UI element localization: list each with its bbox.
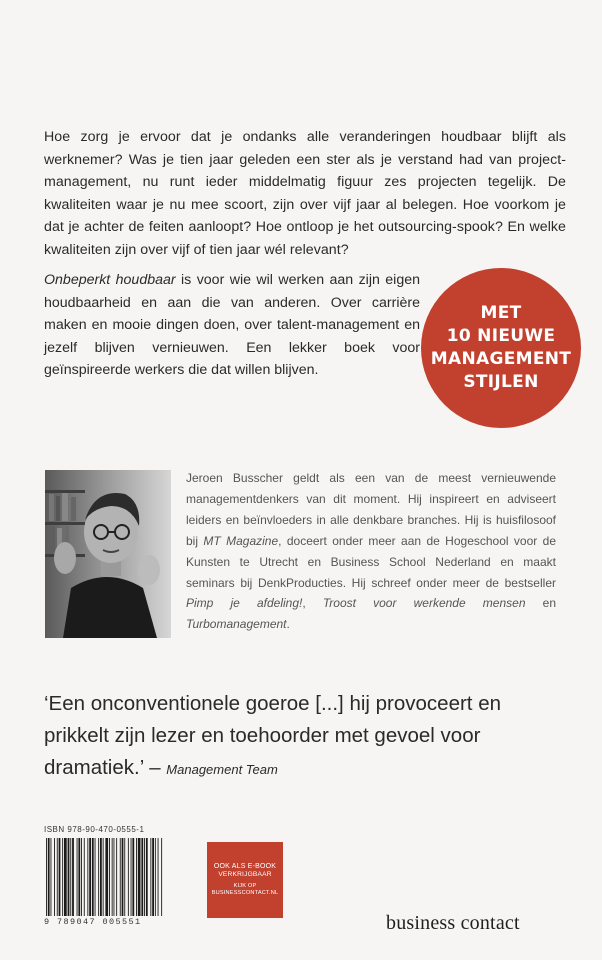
- barcode-bar: [120, 838, 121, 916]
- author-portrait-illustration: [45, 470, 171, 638]
- ebook-line-4: BUSINESSCONTACT.NL: [211, 889, 279, 896]
- barcode-bar: [155, 838, 156, 916]
- barcode-digits: 9 789047 005551: [44, 917, 142, 927]
- barcode-bar: [68, 838, 70, 916]
- bio-end: .: [286, 617, 290, 632]
- barcode-bar: [109, 838, 110, 916]
- barcode-bar: [141, 838, 143, 916]
- bio-book-2: Troost voor werkende mensen: [322, 596, 526, 611]
- ebook-line-3: KIJK OP: [233, 882, 257, 889]
- quote-dash: –: [143, 756, 167, 779]
- barcode-bar: [131, 838, 132, 916]
- book-title: Onbeperkt houdbaar: [44, 272, 176, 288]
- barcode-bar: [112, 838, 113, 916]
- barcode-bar: [54, 838, 55, 916]
- barcode-bar: [62, 838, 63, 916]
- barcode-bar: [92, 838, 94, 916]
- barcode-bar: [95, 838, 96, 916]
- intro-paragraph: Hoe zorg je ervoor dat je ondanks alle veranderingen houdbaar blijft als werknemer? Was je tien jaar geleden een ster als je verstand had van project-management, nu runt ieder middelmatig figuur zes projecten tegelijk. De kwaliteiten waar je nu mee scoort, zijn over vijf jaar al belegen. Hoe voorkom je dat je achter de feiten aanloopt? Hoe ontloop je het outsourcing-spook? En welke kwaliteiten zijn over vijf of tien jaar wél relevant?: [44, 129, 566, 258]
- barcode-bar: [98, 838, 99, 916]
- bio-text-1: Jeroen Busscher geldt als een van de meest vernieuwende managementdenkers van dit moment. Hij inspireert en adviseert leiders en beïnvloeders in alle denkbare branches. Hij is huisfilosoof bij: [186, 471, 556, 548]
- pitch-paragraph: [44, 269, 420, 382]
- bio-magazine: MT Magazine: [203, 533, 279, 548]
- barcode-bar: [146, 838, 148, 916]
- barcode-bar: [124, 838, 125, 916]
- barcode-bar: [128, 838, 129, 916]
- barcode-bar: [158, 838, 159, 916]
- author-bio: [186, 468, 556, 635]
- barcode-bar: [138, 838, 141, 916]
- publisher-logo: business contact: [386, 912, 520, 934]
- barcode-bar: [136, 838, 137, 916]
- badge-line-4: STIJLEN: [463, 372, 539, 392]
- badge-line-2: 10 NIEUWE: [446, 326, 556, 346]
- bio-book-3: Turbomanagement: [186, 617, 287, 632]
- barcode-bar: [84, 838, 85, 916]
- badge-line-1: MET: [480, 303, 522, 323]
- bio-book-1: Pimp je afdeling!: [186, 596, 303, 611]
- quote-text: ‘Een onconventionele goeroe [...] hij provoceert en prikkelt zijn lezer en toehoorder met gevoel voor dramatiek.’: [44, 692, 501, 779]
- barcode-bar: [132, 838, 134, 916]
- barcode-bar: [81, 838, 82, 916]
- ebook-availability-box: [207, 842, 283, 918]
- barcode-bar: [57, 838, 58, 916]
- barcode-bar: [103, 838, 104, 916]
- barcode-bar: [114, 838, 115, 916]
- barcode-bar: [48, 838, 50, 916]
- isbn-label: ISBN 978-90-470-0555-1: [44, 825, 145, 834]
- barcode-bar: [51, 838, 52, 916]
- barcode-bar: [77, 838, 78, 916]
- bio-and: en: [525, 596, 557, 611]
- barcode-bar: [116, 838, 117, 916]
- ebook-line-1: OOK ALS E-BOOK: [213, 862, 277, 870]
- barcode-bar: [46, 838, 47, 916]
- barcode-bar: [144, 838, 145, 916]
- barcode-bar: [122, 838, 124, 916]
- barcode-bar: [152, 838, 154, 916]
- author-photo: [45, 470, 171, 638]
- barcode-bar: [70, 838, 71, 916]
- bio-separator: ,: [302, 596, 323, 611]
- barcode-bar: [87, 838, 88, 916]
- barcode-bar: [100, 838, 102, 916]
- quote-source: Management Team: [166, 762, 278, 777]
- pitch-text: is voor wie wil werken aan zijn eigen houdbaarheid en aan die van anderen. Over carrière maken en mooie dingen doen, over talent-management en jezelf blijven vernieuwen. Een lekker boek voor geïnspireerde werkers die dat willen blijven.: [44, 272, 420, 379]
- badge-line-3: MANAGEMENT: [430, 349, 572, 369]
- barcode-bar: [150, 838, 151, 916]
- barcode-bar: [78, 838, 80, 916]
- barcode-bar: [89, 838, 91, 916]
- barcode-bar: [72, 838, 74, 916]
- barcode-bar: [161, 838, 162, 916]
- ebook-line-2: VERKRIJGBAAR: [218, 871, 272, 879]
- bio-text-2: , doceert onder meer aan de Hogeschool voor de Kunsten te Utrecht en Business School Nederland en maakt seminars bij DenkProducties. Hij schreef onder meer de bestseller: [186, 533, 557, 590]
- barcode: [44, 838, 164, 916]
- press-quote: [44, 688, 564, 786]
- barcode-bar: [59, 838, 61, 916]
- barcode-bar: [105, 838, 108, 916]
- barcode-bar: [64, 838, 67, 916]
- management-styles-badge: [421, 268, 581, 428]
